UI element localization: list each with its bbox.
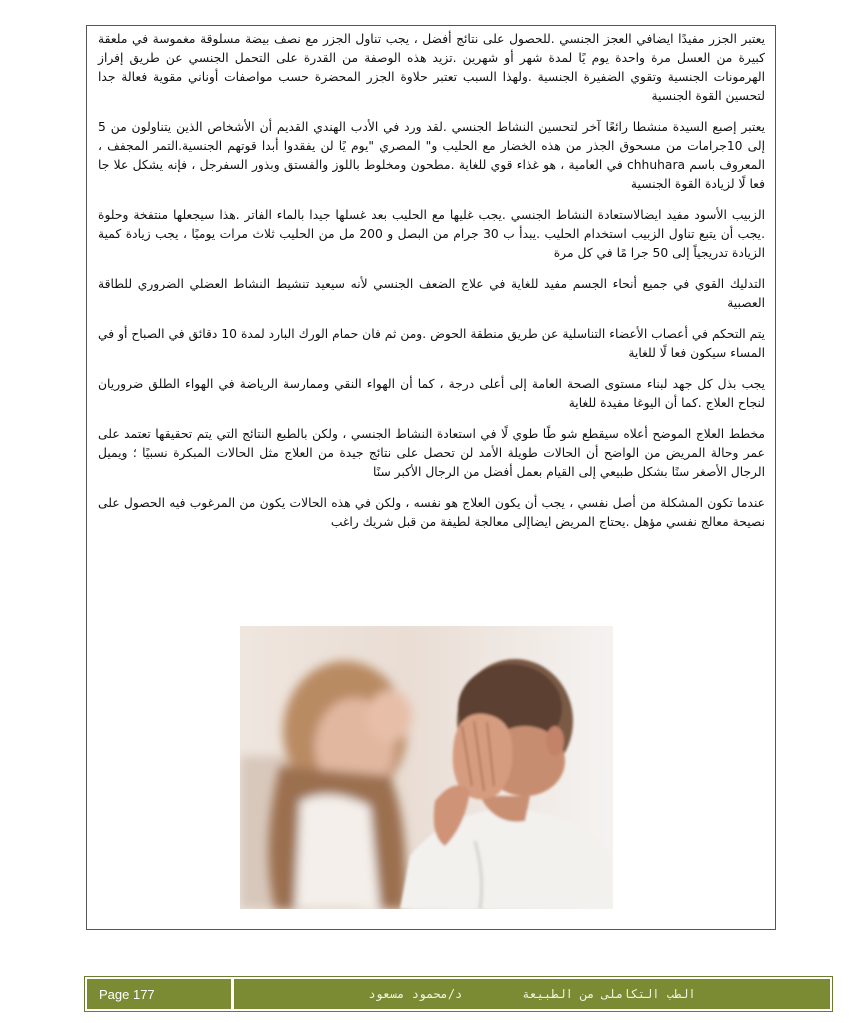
- paragraph-massage: التدليك القوي في جميع أنحاء الجسم مفيد للغاية في علاج الضعف الجنسي لأنه سيعيد تنشيط النشاط العضلي الضروري للطاقة العصبية: [98, 277, 765, 310]
- article-body: [98, 30, 765, 544]
- paragraph-treatment-plan: مخطط العلاج الموضح أعلاه سيقطع شو طًا طوي لًا في استعادة النشاط الجنسي ، ولكن بالطبع النتائج التي يتم تحقيقها تعتمد على عمر وحالة المريض من الواضح أن الحالات طويلة الأمد لن تحصل على نتائج جيدة من العلاج مثل الحالات المبكرة نسبيًا ؛ ويميل الرجال الأصغر سنًا بشكل طبيعي إلى القيام بعمل أفضل من الرجال الأكبر سنًا: [98, 427, 765, 479]
- paragraph-hip-bath: يتم التحكم في أعصاب الأعضاء التناسلية عن طريق منطقة الحوض .ومن ثم فان حمام الورك البارد لمدة 10 دقائق في الصباح أو في المساء سيكون فعا لًا للغاية: [98, 327, 765, 360]
- paragraph-carrot: يعتبر الجزر مفيدًا ايضافي العجز الجنسي .للحصول على نتائج أفضل ، يجب تناول الجزر مع نصف بيضة مسلوقة مغموسة في ملعقة كبيرة من العسل مرة واحدة يوم يًا لمدة شهر أو شهرين .تزيد هذه الوصفة من القدرة على التحمل الجنسي عن طريق إفراز الهرمونات الجنسية وتقوي الضفيرة الجنسية .ولهذا السبب تعتبر حلاوة الجزر المحضرة حسب مواصفات أوناني مقوية فعالة جدا لتحسين القوة الجنسية: [98, 32, 765, 103]
- author-name: د/محمود مسعود: [368, 987, 463, 1001]
- page-footer: [84, 976, 833, 1012]
- paragraph-okra: يعتبر إصبع السيدة منشطا رائعًا آخر لتحسين النشاط الجنسي .لقد ورد في الأدب الهندي القديم أن الأشخاص الذين يتناولون من 5 إلى 10جرامات من مسحوق الجذر من هذه الخضار مع الحليب و" المصري "يوم يًا لن يفقدوا أبدا قوتهم الجنسية.التمر المجفف ، المعروف باسم chhuhara في العامية ، هو غذاء قوي للغاية .مطحون ومخلوط باللوز والفستق وبذور السفرجل ، فإنه يشكل علا جا فعا لًا لزيادة القوة الجنسية: [98, 120, 766, 191]
- book-title: الطب التكاملى من الطبيعة: [522, 987, 696, 1001]
- couple-photo: [240, 626, 613, 909]
- paragraph-general-health: يجب بذل كل جهد لبناء مستوى الصحة العامة إلى أعلى درجة ، كما أن الهواء النقي وممارسة الرياضة في الهواء الطلق ضروريان لنجاح العلاج .كما أن اليوغا مفيدة للغاية: [98, 377, 765, 410]
- paragraph-raisins: الزبيب الأسود مفيد ايضالاستعادة النشاط الجنسي .يجب غليها مع الحليب بعد غسلها جيدا بالماء الفاتر .هذا سيجعلها منتفخة وحلوة .يجب أن يتبع تناول الزبيب استخدام الحليب .يبدأ ب 30 جرام من البصل و 200 مل من الحليب ثلاث مرات يوميًا ، يجب زيادة كمية الزيادة تدريجياً إلى 50 جرا مًا في كل مرة: [98, 208, 765, 260]
- footer-running-title: [234, 979, 830, 1009]
- paragraph-psychological: عندما تكون المشكلة من أصل نفسي ، يجب أن يكون العلاج هو نفسه ، ولكن في هذه الحالات يكون من المرغوب فيه الحصول على نصيحة معالج نفسي مؤهل .يحتاج المريض ايضاإلى معالجة لطيفة من قبل شريك راغب: [98, 496, 765, 529]
- page-number: Page 177: [87, 979, 234, 1009]
- footer-bar: [87, 979, 830, 1009]
